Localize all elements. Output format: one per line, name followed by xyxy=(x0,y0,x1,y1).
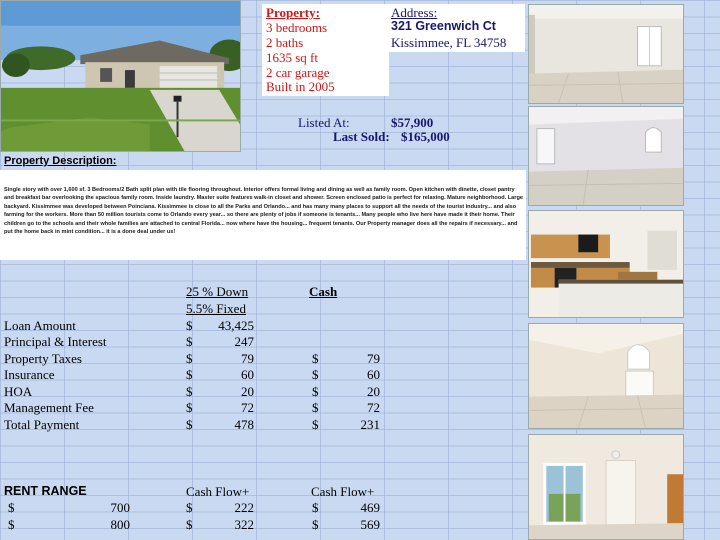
cash-property-taxes: 79 xyxy=(367,351,380,366)
currency-symbol: $ xyxy=(312,351,319,366)
property-garage: 2 car garage xyxy=(266,65,330,80)
cash-cash-flow-low: 469 xyxy=(360,500,380,515)
down-payment-header: 25 % Down xyxy=(186,284,249,299)
cash-total-payment: 231 xyxy=(360,417,380,432)
cash-flow-cash-header: Cash Flow+ xyxy=(311,484,375,499)
down-property-taxes: 79 xyxy=(241,351,254,366)
property-description-title: Property Description: xyxy=(4,155,117,167)
house-exterior-photo xyxy=(0,0,241,152)
cash-header: Cash xyxy=(309,284,338,299)
currency-symbol: $ xyxy=(312,500,319,515)
cash-hoa: 20 xyxy=(367,384,380,399)
last-sold-value: $165,000 xyxy=(401,129,450,144)
row-label-loan-amount: Loan Amount xyxy=(4,318,76,333)
down-cash-flow-high: 322 xyxy=(234,517,254,532)
currency-symbol: $ xyxy=(186,367,193,382)
rent-low: 700 xyxy=(110,500,130,515)
currency-symbol: $ xyxy=(186,318,193,333)
currency-symbol: $ xyxy=(8,517,15,532)
last-sold-label: Last Sold: xyxy=(333,129,390,144)
kitchen-photo xyxy=(528,210,684,318)
currency-symbol: $ xyxy=(312,367,319,382)
cash-cash-flow-high: 569 xyxy=(360,517,380,532)
address-street: 321 Greenwich Ct xyxy=(391,19,496,33)
currency-symbol: $ xyxy=(186,384,193,399)
row-label-hoa: HOA xyxy=(4,384,33,399)
property-description-text: Single story with over 1,600 sf. 3 Bedrooms/2 Bath split plan with tile flooring throughout. Interior offers formal living and dining as well as family room. Open kitchen with dinette, closet pantry and breakfast bar overlooking the spacious family room. Inside laundry. Master suite features walk-in closet and shower. Screen enclosed patio is perfect for relaxing. Mature neighborhood. Large backyard. Kissimmee was developed between Poinciana. Kissimmee is close to all the Parks and Orlando... and has many many places to support all the needs of the tourist industry... and also farming for the workers. More than 50 million tourists come to Orlando every year... so there are plenty of jobs if someone is tenants... Many people who live here have made it their home. Their children go to the schools and their whole families are attached to central Florida... now where have the housing... frequent tenants. Our Property manager does all the repairs if necessary... and put the home back in mint condition... it is a done deal under us! xyxy=(4,187,524,236)
address-city: Kissimmee, FL 34758 xyxy=(391,35,507,50)
down-insurance: 60 xyxy=(241,367,254,382)
down-cash-flow-low: 222 xyxy=(234,500,254,515)
down-hoa: 20 xyxy=(241,384,254,399)
currency-symbol: $ xyxy=(186,351,193,366)
rent-high: 800 xyxy=(110,517,130,532)
row-label-management-fee: Management Fee xyxy=(4,400,94,415)
down-total-payment: 478 xyxy=(234,417,254,432)
currency-symbol: $ xyxy=(186,500,193,515)
currency-symbol: $ xyxy=(186,334,193,349)
currency-symbol: $ xyxy=(8,500,15,515)
down-principal-interest: 247 xyxy=(234,334,254,349)
down-loan-amount: 43,425 xyxy=(218,318,254,333)
property-bedrooms: 3 bedrooms xyxy=(266,20,328,35)
currency-symbol: $ xyxy=(312,417,319,432)
listed-at-label: Listed At: xyxy=(298,115,350,130)
interior-photo-living xyxy=(528,4,684,104)
row-label-total-payment: Total Payment xyxy=(4,417,80,432)
currency-symbol: $ xyxy=(312,517,319,532)
rent-range-header: RENT RANGE xyxy=(4,484,87,498)
row-label-insurance: Insurance xyxy=(4,367,55,382)
property-title: Property: xyxy=(266,5,320,20)
currency-symbol: $ xyxy=(312,384,319,399)
row-label-property-taxes: Property Taxes xyxy=(4,351,82,366)
cash-insurance: 60 xyxy=(367,367,380,382)
interior-photo-room xyxy=(528,106,684,206)
currency-symbol: $ xyxy=(186,400,193,415)
currency-symbol: $ xyxy=(186,517,193,532)
cash-flow-down-header: Cash Flow+ xyxy=(186,484,250,499)
property-baths: 2 baths xyxy=(266,35,304,50)
currency-symbol: $ xyxy=(312,400,319,415)
cash-management-fee: 72 xyxy=(367,400,380,415)
interior-photo-patio-door xyxy=(528,434,684,540)
address-title: Address: xyxy=(391,5,438,20)
row-label-principal-interest: Principal & Interest xyxy=(4,334,107,349)
interior-photo-bedroom xyxy=(528,323,684,429)
down-management-fee: 72 xyxy=(241,400,254,415)
listed-at-value: $57,900 xyxy=(391,115,434,130)
property-built: Built in 2005 xyxy=(266,79,335,94)
property-sqft: 1635 sq ft xyxy=(266,50,318,65)
rate-header: 5.5% Fixed xyxy=(186,301,246,316)
currency-symbol: $ xyxy=(186,417,193,432)
